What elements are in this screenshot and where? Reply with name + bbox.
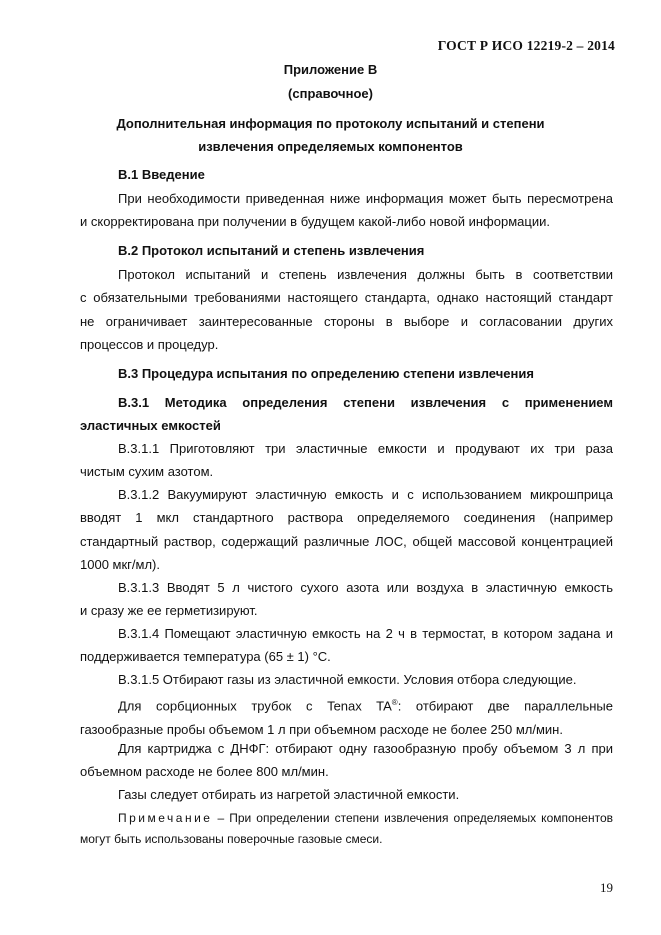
text-line xyxy=(80,691,613,718)
annex-title: Приложение В xyxy=(283,62,378,77)
section-b3-title: В.3 Процедура испытания по определению степени извлечения xyxy=(118,366,534,381)
paragraph-dnfg-cartridge xyxy=(80,737,613,784)
text-line: В.3.1.1 Приготовляют три эластичные емкости и продувают их три раза xyxy=(118,441,613,456)
text-line: В.3.1.4 Помещают эластичную емкость на 2 ч в термостат, в котором задана и xyxy=(118,626,613,641)
text-line: В.3.1.2 Вакуумируют эластичную емкость и с использованием микрошприца xyxy=(118,487,613,502)
annex-heading-line-1: Дополнительная информация по протоколу испытаний и степени xyxy=(116,116,545,131)
text-line: 1000 мкг/мл). xyxy=(80,556,160,572)
paragraph-b315 xyxy=(80,668,613,691)
section-b2-title: В.2 Протокол испытаний и степень извлечения xyxy=(118,243,425,258)
annex-subtitle: (справочное) xyxy=(288,86,373,101)
paragraph-sorbent-tubes xyxy=(80,691,613,741)
note-block xyxy=(80,808,613,850)
paragraph-heated-container xyxy=(80,783,613,806)
text-line: Протокол испытаний и степень извлечения должны быть в соответствии xyxy=(118,267,613,282)
text-line: В.3.1.5 Отбирают газы из эластичной емкости. Условия отбора следующие. xyxy=(118,672,577,687)
paragraph-b314 xyxy=(80,622,613,669)
note-line xyxy=(80,808,613,829)
text-line: Для картриджа с ДНФГ: отбирают одну газообразную пробу объемом 3 л при xyxy=(118,741,613,756)
text-line: вводят 1 мкл стандартного раствора определяемого соединения (например xyxy=(80,510,613,526)
text-line: и скорректирована при получении в будущем какой-либо новой информации. xyxy=(80,214,550,230)
paragraph-b312 xyxy=(80,483,613,576)
text-line: процессов и процедур. xyxy=(80,336,219,352)
section-b1-paragraph xyxy=(80,187,613,234)
note-line: могут быть использованы поверочные газовые смеси. xyxy=(80,832,383,846)
annex-heading-line-2: извлечения определяемых компонентов xyxy=(198,139,463,154)
section-b1-title: В.1 Введение xyxy=(118,167,205,182)
paragraph-b313 xyxy=(80,576,613,623)
text-line: В.3.1.3 Вводят 5 л чистого сухого азота или воздуха в эластичную емкость xyxy=(118,580,613,595)
heading-line: В.3.1 Методика определения степени извлечения с применением xyxy=(118,395,613,410)
text-line: чистым сухим азотом. xyxy=(80,464,214,480)
text-line: и сразу же ее герметизируют. xyxy=(80,603,258,619)
text-line: Газы следует отбирать из нагретой эластичной емкости. xyxy=(118,787,460,802)
text-line: При необходимости приведенная ниже информация может быть пересмотрена xyxy=(118,191,613,206)
text-line: объемном расходе не более 800 мл/мин. xyxy=(80,764,329,780)
text-fragment: Для сорбционных трубок с Tenax TA xyxy=(118,698,392,714)
text-line: стандартный раствор, содержащий различные ЛОС, общей массовой концентрацией xyxy=(80,533,613,549)
text-line: газообразные пробы объемом 1 л при объемном расходе не более 250 мл/мин. xyxy=(80,721,563,737)
text-fragment: : отбирают две параллельные xyxy=(397,698,613,714)
section-b31-heading xyxy=(80,391,613,438)
section-b2-paragraph xyxy=(80,263,613,356)
page-number: 19 xyxy=(600,880,613,895)
paragraph-b311 xyxy=(80,437,613,484)
note-label: Примечание xyxy=(118,811,213,825)
note-text: – При определении степени извлечения определяемых компонентов xyxy=(212,811,613,825)
heading-line: эластичных емкостей xyxy=(80,418,221,434)
text-line: не ограничивает заинтересованные стороны в выборе и согласовании других xyxy=(80,313,613,329)
text-line: с обязательными требованиями настоящего стандарта, однако настоящий стандарт xyxy=(80,290,613,306)
document-header: ГОСТ Р ИСО 12219-2 – 2014 xyxy=(437,38,615,53)
text-line: поддерживается температура (65 ± 1) °С. xyxy=(80,649,331,665)
registered-mark: ® xyxy=(391,698,398,707)
